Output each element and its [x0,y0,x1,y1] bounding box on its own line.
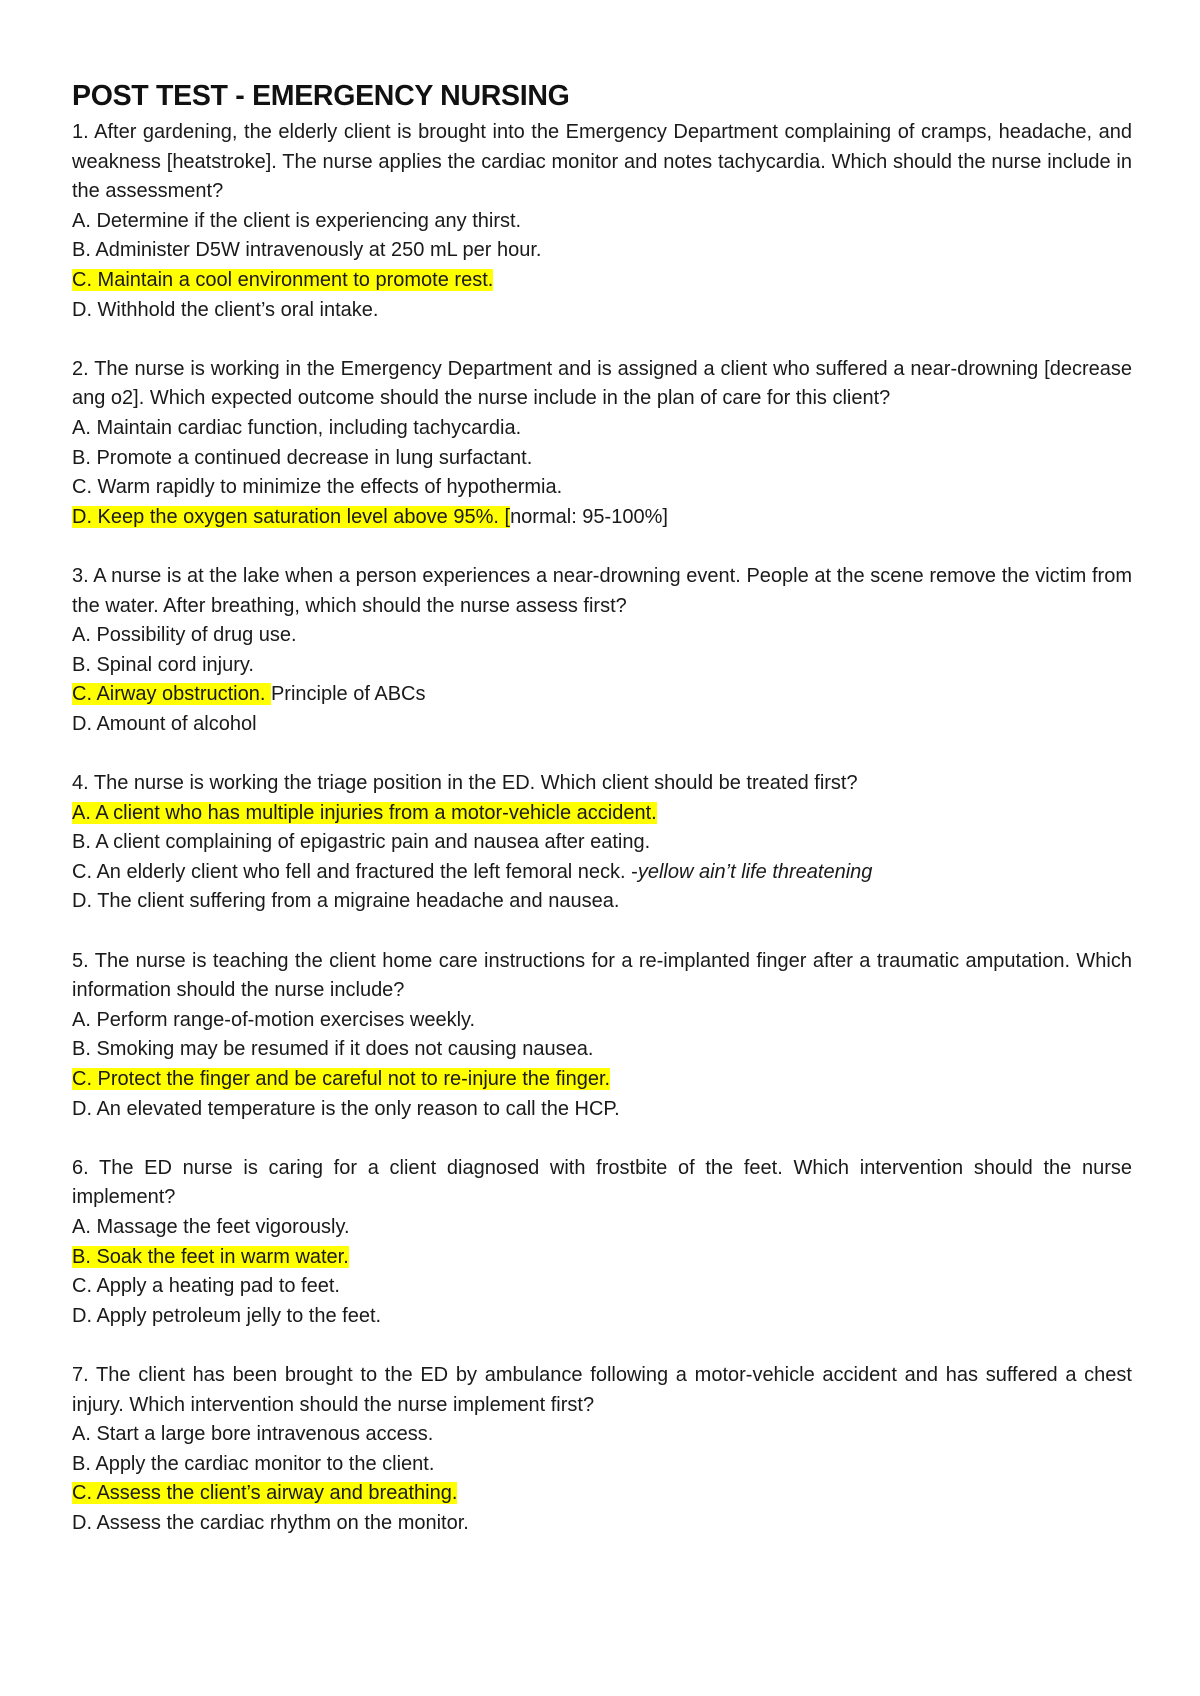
answer-option-b [72,651,1132,681]
highlighted-answer: C. Assess the client’s airway and breathing. [72,1482,458,1505]
option-text: D. Amount of alcohol [72,712,257,735]
question-5 [72,947,1132,1125]
option-text: A. Possibility of drug use. [72,624,297,647]
answer-note: Principle of ABCs [270,683,426,706]
question-stem: 7. The client has been brought to the ED by ambulance following a motor-vehicle accident and has suffered a chest injury. Which intervention should the nurse implement first? [72,1363,1132,1416]
option-text: C. Apply a heating pad to feet. [72,1275,340,1298]
highlighted-answer: C. Maintain a cool environment to promote rest. [72,268,494,291]
option-text: A. Determine if the client is experiencing any thirst. [72,209,522,232]
option-text: D. Assess the cardiac rhythm on the monitor. [72,1511,469,1534]
question-2 [72,355,1132,533]
answer-note: normal: 95-100%] [510,505,668,528]
option-text: B. Administer D5W intravenously at 250 mL per hour. [72,239,542,262]
document-body [72,74,1132,1539]
option-text: D. An elevated temperature is the only reason to call the HCP. [72,1097,620,1120]
question-7 [72,1361,1132,1539]
answer-option-a [72,207,1132,237]
answer-option-c [72,473,1132,503]
answer-note: yellow ain’t life threatening [637,860,873,883]
answer-option-b [72,236,1132,266]
option-text: C. Warm rapidly to minimize the effects of hypothermia. [72,476,563,499]
answer-option-d [72,296,1132,326]
answer-option-c [72,1272,1132,1302]
answer-option-d [72,503,1132,533]
option-text: A. Start a large bore intravenous access. [72,1423,434,1446]
question-stem: 6. The ED nurse is caring for a client diagnosed with frostbite of the feet. Which intervention should the nurse implement? [72,1156,1132,1209]
answer-option-a [72,799,1132,829]
answer-option-d [72,1509,1132,1539]
question-6 [72,1154,1132,1332]
answer-option-c [72,266,1132,296]
option-text: A. Maintain cardiac function, including tachycardia. [72,416,522,439]
page-title: POST TEST - EMERGENCY NURSING [72,80,570,112]
option-text: A. Massage the feet vigorously. [72,1215,350,1238]
answer-option-c [72,1065,1132,1095]
answer-option-c [72,858,1132,888]
question-stem: 1. After gardening, the elderly client is brought into the Emergency Department complaining of cramps, headache, and weakness [heatstroke]. The nurse applies the cardiac monitor and notes tachycardia. Which should the nurse include in the assessment? [72,121,1132,203]
answer-option-d [72,887,1132,917]
answer-option-c [72,680,1132,710]
answer-option-d [72,1302,1132,1332]
answer-option-d [72,1095,1132,1125]
option-text: C. An elderly client who fell and fractured the left femoral neck. - [72,860,638,883]
option-text: A. Perform range-of-motion exercises weekly. [72,1008,476,1031]
option-text: B. Apply the cardiac monitor to the client. [72,1452,435,1475]
option-text: D. Apply petroleum jelly to the feet. [72,1304,382,1327]
question-1 [72,118,1132,325]
option-text: D. Withhold the client’s oral intake. [72,298,379,321]
option-text: D. The client suffering from a migraine headache and nausea. [72,890,620,913]
question-4 [72,769,1132,917]
answer-option-c [72,1479,1132,1509]
highlighted-answer: D. Keep the oxygen saturation level above 95%. [ [72,505,511,528]
answer-option-b [72,1035,1132,1065]
question-3 [72,562,1132,740]
answer-option-d [72,710,1132,740]
answer-option-b [72,1243,1132,1273]
highlighted-answer: C. Protect the finger and be careful not to re-injure the finger. [72,1068,611,1090]
question-stem: 2. The nurse is working in the Emergency Department and is assigned a client who suffered a near-drowning [decrease ang o2]. Which expected outcome should the nurse include in the plan of care for this client? [72,357,1132,410]
option-text: B. Smoking may be resumed if it does not causing nausea. [72,1038,594,1061]
answer-option-b [72,828,1132,858]
highlighted-answer: A. A client who has multiple injuries from a motor-vehicle accident. [72,801,657,824]
answer-option-b [72,444,1132,474]
question-stem: 5. The nurse is teaching the client home care instructions for a re-implanted finger after a traumatic amputation. Which information should the nurse include? [72,949,1132,1002]
answer-option-a [72,1213,1132,1243]
option-text: B. A client complaining of epigastric pain and nausea after eating. [72,831,651,854]
answer-option-a [72,1006,1132,1036]
answer-option-a [72,1420,1132,1450]
answer-option-a [72,414,1132,444]
question-stem: 3. A nurse is at the lake when a person experiences a near-drowning event. People at the scene remove the victim from the water. After breathing, which should the nurse assess first? [72,564,1132,617]
answer-option-b [72,1450,1132,1480]
option-text: B. Spinal cord injury. [72,653,254,676]
highlighted-answer: B. Soak the feet in warm water. [72,1245,349,1268]
question-stem: 4. The nurse is working the triage position in the ED. Which client should be treated first? [72,772,858,795]
option-text: B. Promote a continued decrease in lung surfactant. [72,446,533,469]
highlighted-answer: C. Airway obstruction. [72,683,271,706]
answer-option-a [72,621,1132,651]
